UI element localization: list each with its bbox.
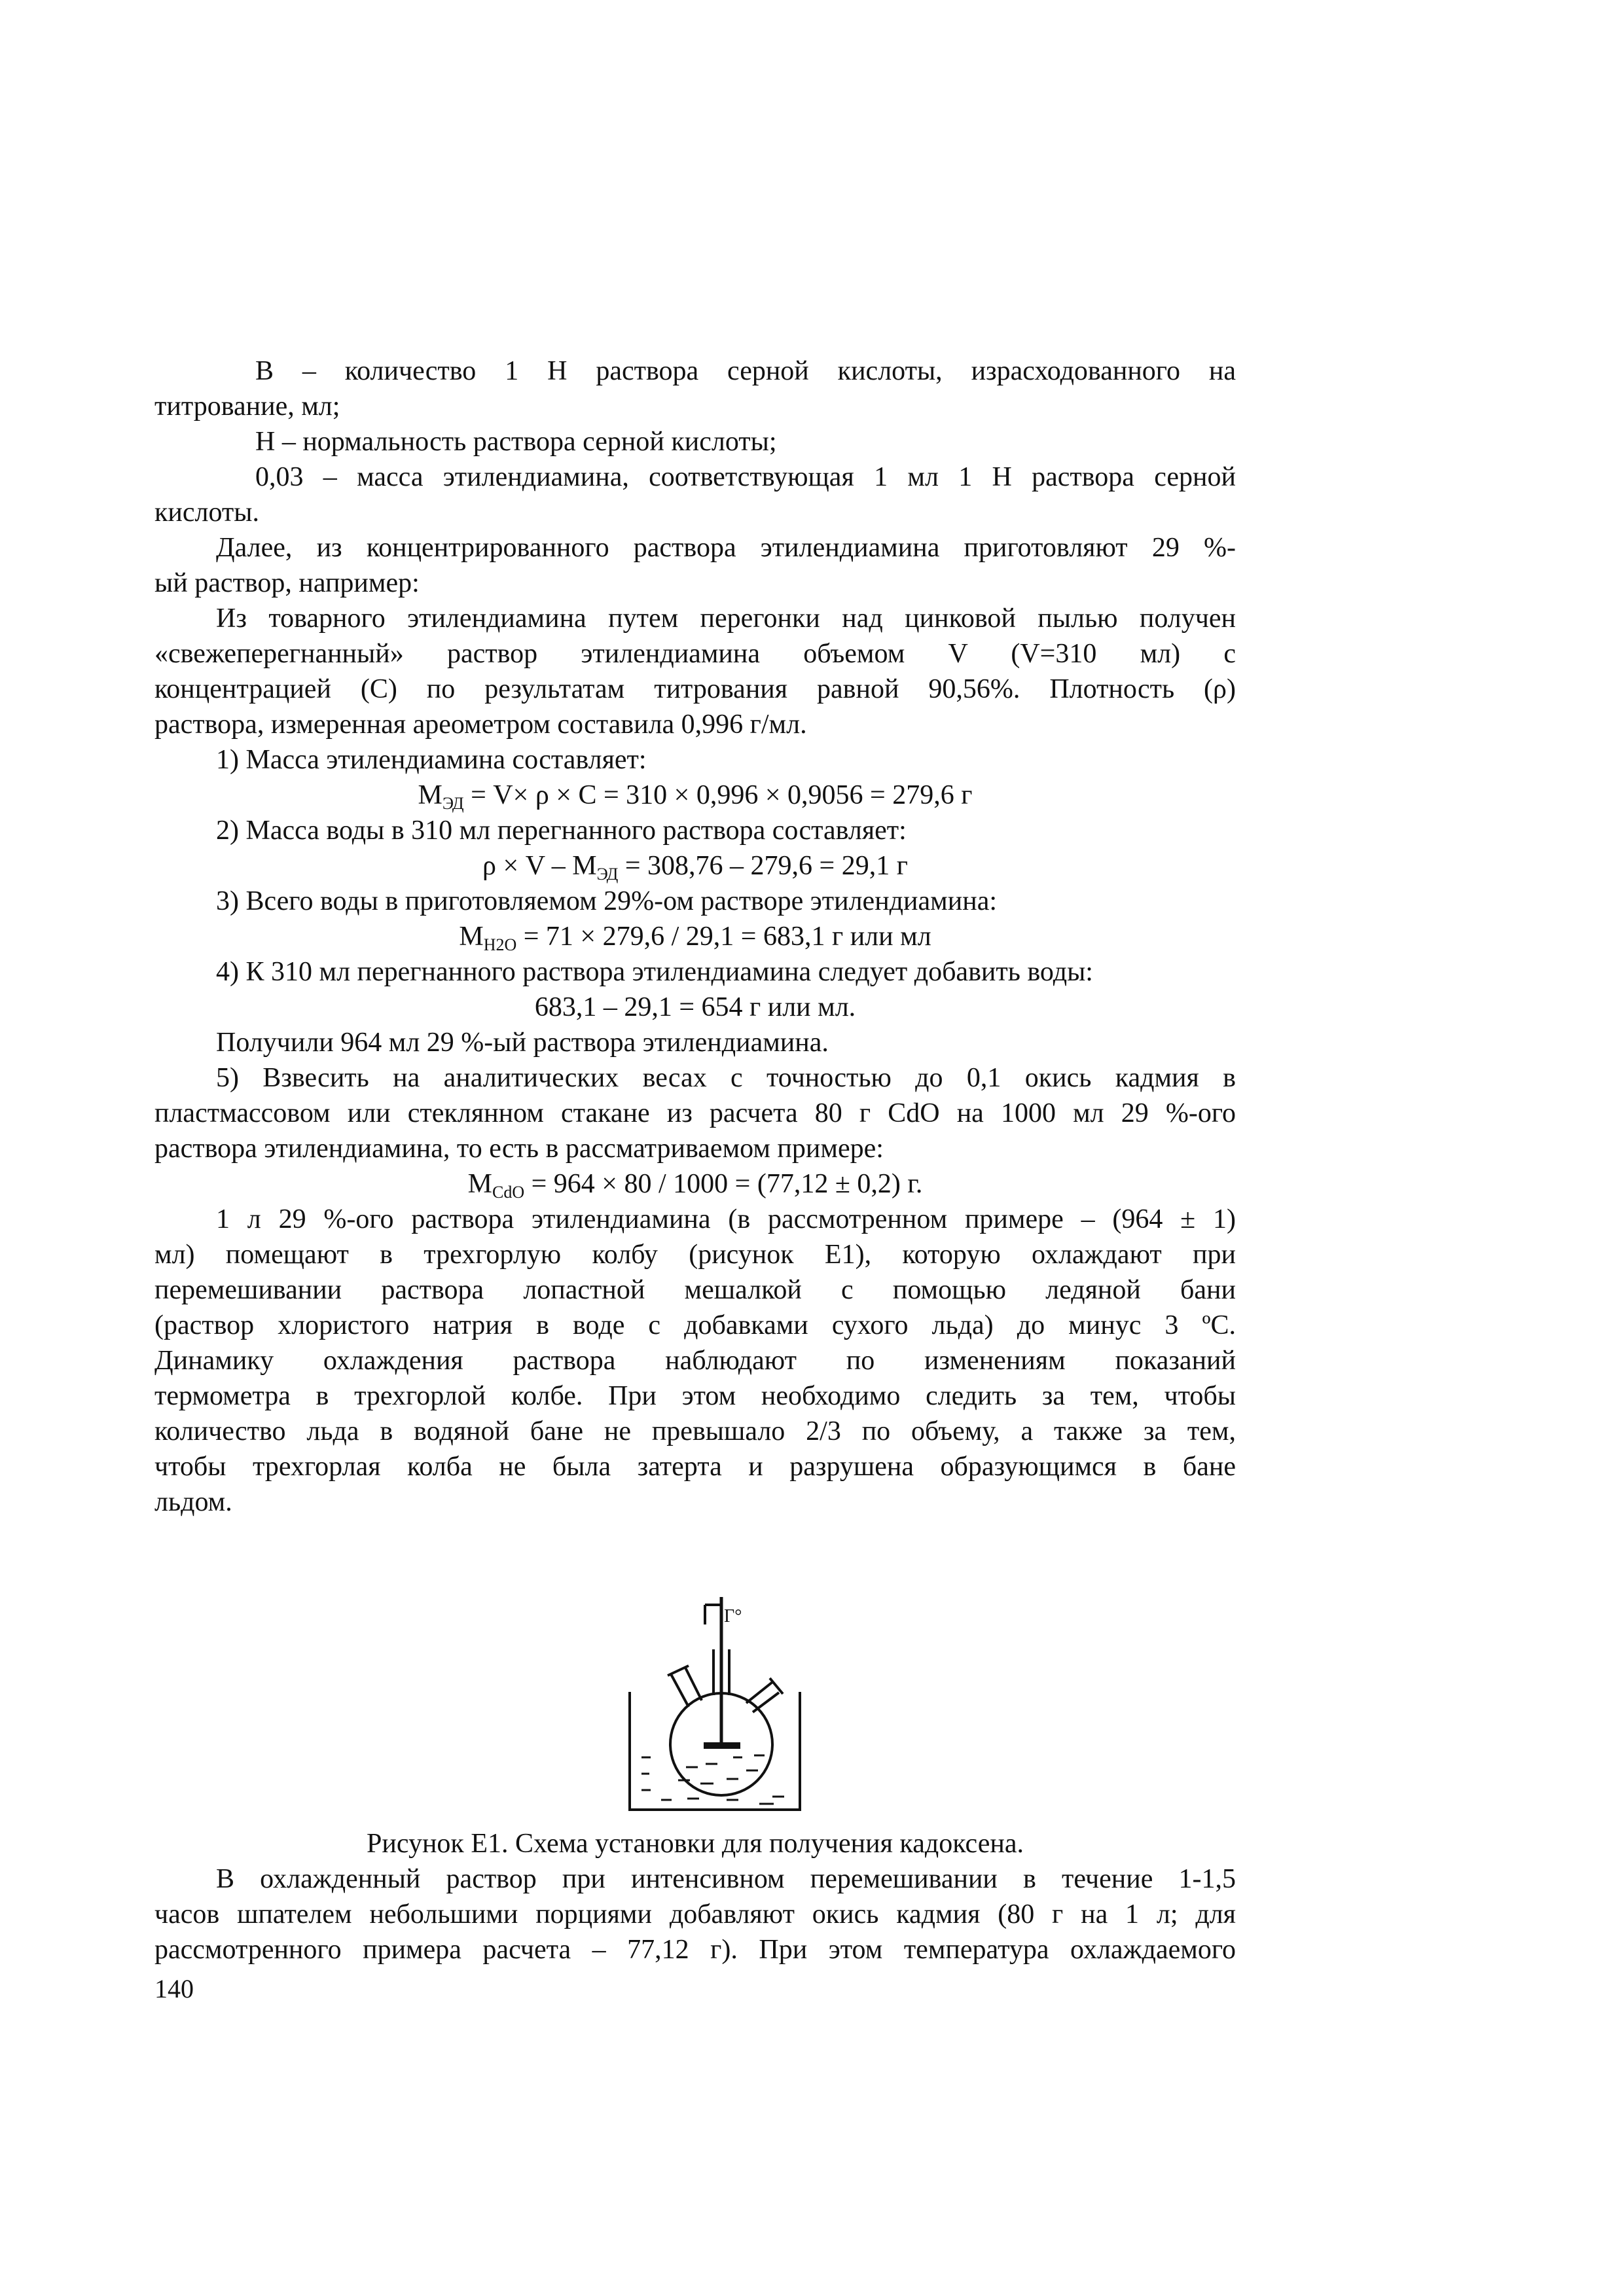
formula-4-result: 683,1 – 29,1 = 654 г или мл. <box>534 992 856 1022</box>
text-line: концентрацией (С) по результатам титрования равной 90,56%. Плотность (ρ) <box>154 674 1236 704</box>
text-line: рассмотренного примера расчета – 77,12 г). При этом температура охлаждаемого <box>154 1935 1236 1965</box>
figure-caption: Рисунок Е1. Схема установки для получения кадоксена. <box>367 1829 1024 1859</box>
formula-1: $М_{ЭД} = V\times \rho \times С = 310 \times 0,996 \times 0,9056 = 279,6$ г <box>418 780 973 813</box>
text-line: раствора, измеренная ареометром составила 0,996 г/мл. <box>154 709 807 740</box>
list-item-2: 2) Масса воды в 310 мл перегнанного раствора составляет: <box>216 816 907 846</box>
list-item-1: 1) Масса этилендиамина составляет: <box>216 745 647 775</box>
page-number: 140 <box>154 1974 194 2003</box>
text-line: Из товарного этилендиамина путем перегонки над цинковой пылью получен <box>216 603 1236 634</box>
text-line: перемешивании раствора лопастной мешалкой с помощью ледяной бани <box>154 1275 1236 1305</box>
text-line: Н – нормальность раствора серной кислоты; <box>255 427 777 457</box>
figure-label: Г° <box>724 1606 742 1626</box>
list-item-5: 5) Взвесить на аналитических весах с точностью до 0,1 окись кадмия в <box>216 1063 1236 1093</box>
text-line: часов шпателем небольшими порциями добавляют окись кадмия (80 г на 1 л; для <box>154 1899 1236 1929</box>
text-line: В охлажденный раствор при интенсивном перемешивании в течение 1-1,5 <box>216 1864 1236 1894</box>
text-line: термометра в трехгорлой колбе. При этом необходимо следить за тем, чтобы <box>154 1381 1236 1411</box>
text-line: раствора этилендиамина, то есть в рассматриваемом примере: <box>154 1134 884 1164</box>
text-line: Далее, из концентрированного раствора этилендиамина приготовляют 29 %- <box>216 533 1236 563</box>
text-line: пластмассовом или стеклянном стакане из расчета 80 г CdO на 1000 мл 29 %-ого <box>154 1098 1236 1128</box>
text-line: «свежеперегнанный» раствор этилендиамина объемом V (V=310 мл) с <box>154 639 1236 669</box>
text-line: Получили 964 мл 29 %-ый раствора этилендиамина. <box>216 1028 829 1058</box>
text-line: титрование, мл; <box>154 391 340 422</box>
text-line: (раствор хлористого натрия в воде с добавками сухого льда) до минус 3 ºС. <box>154 1310 1236 1340</box>
text-line: чтобы трехгорлая колба не была затерта и разрушена образующимся в бане <box>154 1452 1236 1482</box>
formula-2: $\rho \times V - М_{ЭД} = 308,76 - 279,6 = 29,1$ г <box>482 851 908 884</box>
formula-5: $М_{CdO} = 964 \times 80 / 1000 = (77,12 \pm 0,2)$ г. <box>467 1169 923 1202</box>
text-line: 1 л 29 %-ого раствора этилендиамина (в рассмотренном примере – (964 ± 1) <box>216 1204 1236 1234</box>
list-item-3: 3) Всего воды в приготовляемом 29%-ом растворе этилендиамина: <box>216 886 998 916</box>
text-line: 0,03 – масса этилендиамина, соответствующая 1 мл 1 Н раствора серной <box>255 462 1236 492</box>
text-line: количество льда в водяной бане не превышало 2/3 по объему, а также за тем, <box>154 1416 1236 1446</box>
apparatus-figure <box>622 1571 949 1820</box>
text-line: ый раствор, например: <box>154 568 420 598</box>
text-line: льдом. <box>154 1487 232 1517</box>
three-neck-flask-diagram <box>622 1571 949 1820</box>
list-item-4: 4) К 310 мл перегнанного раствора этилендиамина следует добавить воды: <box>216 957 1093 987</box>
text-line: Динамику охлаждения раствора наблюдают по изменениям показаний <box>154 1346 1236 1376</box>
formula-3: $М_{Н2О} = 71 \times 279,6 / 29,1 = 683,1$ г или мл <box>459 922 931 954</box>
text-line: кислоты. <box>154 497 260 528</box>
text-line: В – количество 1 Н раствора серной кислоты, израсходованного на <box>255 356 1236 386</box>
text-line: мл) помещают в трехгорлую колбу (рисунок Е1), которую охлаждают при <box>154 1240 1236 1270</box>
